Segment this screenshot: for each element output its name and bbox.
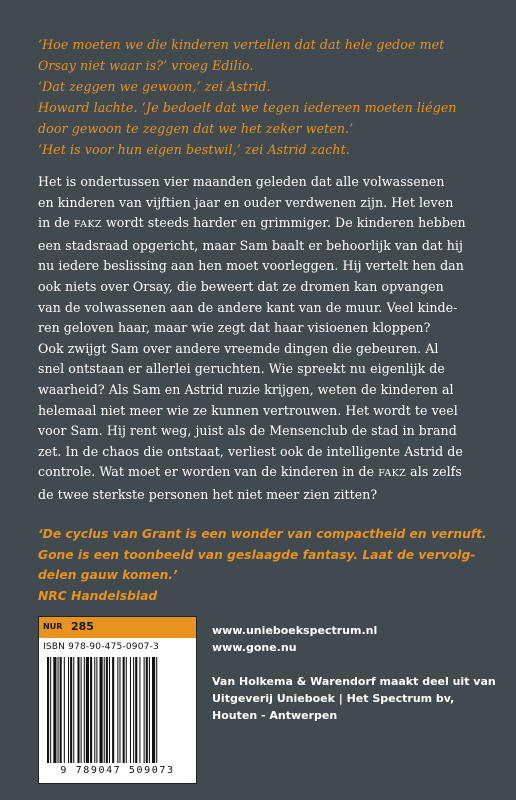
blurb-line: de twee sterkste personen het niet meer zien zitten? [38,486,378,502]
website-link[interactable]: www.unieboekspectrum.nl [212,624,378,637]
barcode-bar [119,657,120,763]
barcode-bar [50,657,51,763]
quote-line: ‘Hoe moeten we die kinderen vertellen dat dat hele gedoe met [38,37,445,52]
blurb-line: een stadsraad opgericht, maar Sam baalt er behoorlijk van dat hij [38,237,463,253]
blurb-line: ren geloven haar, maar wie zegt dat haar visioenen kloppen? [38,320,431,336]
barcode-digits: 9 789047 509073 [60,765,175,776]
barcode-bar [73,657,74,763]
barcode-bar [112,657,114,763]
blurb-line [38,213,490,236]
nur-label: NUR [43,622,63,631]
barcode-bar [106,657,108,763]
barcode-bar [81,657,82,763]
barcode-bar [123,657,125,763]
barcode-bar [64,657,65,763]
blurb-line: voor Sam. Hij rent weg, juist als de Mensenclub de stad in brand [38,423,457,439]
review-source: NRC Handelsblad [38,588,158,603]
blurb-text-part: als zelfs [406,464,462,480]
barcode-graphic [45,657,191,763]
publisher-line: Uitgeverij Unieboek | Het Spectrum bv, [212,692,455,705]
quote-line: Orsay niet waar is?’ vroeg Edilio. [38,58,254,73]
opening-quote [38,34,488,160]
barcode-bar [100,657,103,763]
blurb-text-part: controle. Wat moet er worden van de kinderen in de [38,464,379,480]
blurb-line [38,462,490,485]
review-line [38,545,490,566]
spacer [212,656,502,673]
barcode-bar [68,657,69,763]
nur-label-strip [39,617,196,638]
barcode-bar [90,657,92,763]
barcode-bar [117,657,118,763]
blurb-line: helemaal niet meer wie ze kunnen vertrouwen. Het wordt te veel [38,402,458,418]
blurb-line: snel ontstaan er allerlei geruchten. Wie spreekt nu eigenlijk de [38,361,445,377]
blurb-line: en kinderen van vijftien jaar en ouder verdwenen zijn. Het leven [38,194,454,210]
website-link[interactable]: www.gone.nu [212,641,297,654]
barcode-bar [86,657,89,763]
barcode-bar [47,657,49,763]
barcode-bar [133,657,134,763]
publisher-info [212,622,502,724]
barcode-bar [149,657,150,763]
review-line: delen gauw komen.’ [38,568,178,582]
barcode-bar [139,657,140,763]
blurb-line: zet. In de chaos die ontstaat, verliest ook de intelligente Astrid de [38,443,463,459]
barcode-bar [152,657,155,763]
barcode-bar [156,657,157,763]
blurb-line: ook niets over Orsay, die beweert dat ze dromen kan opvangen [38,278,444,294]
blurb-text-part: in de [38,215,74,231]
book-title: Gone [38,547,74,562]
blurb-text [38,172,490,506]
barcode-bar [70,657,72,763]
quote-line: ‘Dat zeggen we gewoon,’ zei Astrid. [38,79,271,94]
publisher-line: Houten - Antwerpen [212,709,338,722]
barcode-bar [130,657,131,763]
blurb-text-part: wordt steeds harder en grimmiger. De kinderen hebben [101,215,466,231]
quote-line: ‘Het is voor hun eigen bestwil,’ zei Astrid zacht. [38,142,350,157]
quote-line: door gewoon te zeggen dat we het zeker weten.’ [38,121,354,136]
barcode-bar [53,657,56,763]
blurb-line: nu iedere beslissing aan hen moet voorleggen. Hij vertelt hen dan [38,258,464,274]
fakz-acronym: FAKZ [378,468,407,480]
blurb-line: Het is ondertussen vier maanden geleden dat alle volwassenen [38,174,445,189]
barcode-bar [96,657,97,763]
blurb-line: Ook zwijgt Sam over andere vreemde dingen die gebeuren. Al [38,340,439,356]
barcode-bar [84,657,85,763]
review-line: ‘De cyclus van Grant is een wonder van compactheid en vernuft. [38,527,487,541]
blurb-line: waarheid? Als Sam en Astrid ruzie krijgen, weten de kinderen al [38,381,454,397]
barcode-bar [60,657,62,763]
barcode-bar [146,657,148,763]
isbn-text: ISBN 978-90-475-0907-3 [43,642,159,652]
barcode-bar [77,657,79,763]
review-text-part: is een toonbeeld van geslaagde fantasy. Laat de vervolg- [73,547,476,562]
nur-value: 285 [71,620,94,633]
barcode-bar [126,657,127,763]
blurb-line: van de volwassenen aan de andere kant van de muur. Veel kinde- [38,299,458,315]
review-quote [38,524,490,606]
barcode-bar [94,657,95,763]
barcode-box [38,616,197,784]
barcode-bar [135,657,137,763]
barcode-bar [104,657,105,763]
quote-line: Howard lachte. ‘Je bedoelt dat we tegen iedereen moeten liégen [38,100,457,115]
fakz-acronym: FAKZ [73,219,102,231]
publisher-line: Van Holkema & Warendorf maakt deel uit van [212,675,496,688]
barcode-bar [144,657,145,763]
barcode-bar [58,657,59,763]
barcode-bar [109,657,110,763]
